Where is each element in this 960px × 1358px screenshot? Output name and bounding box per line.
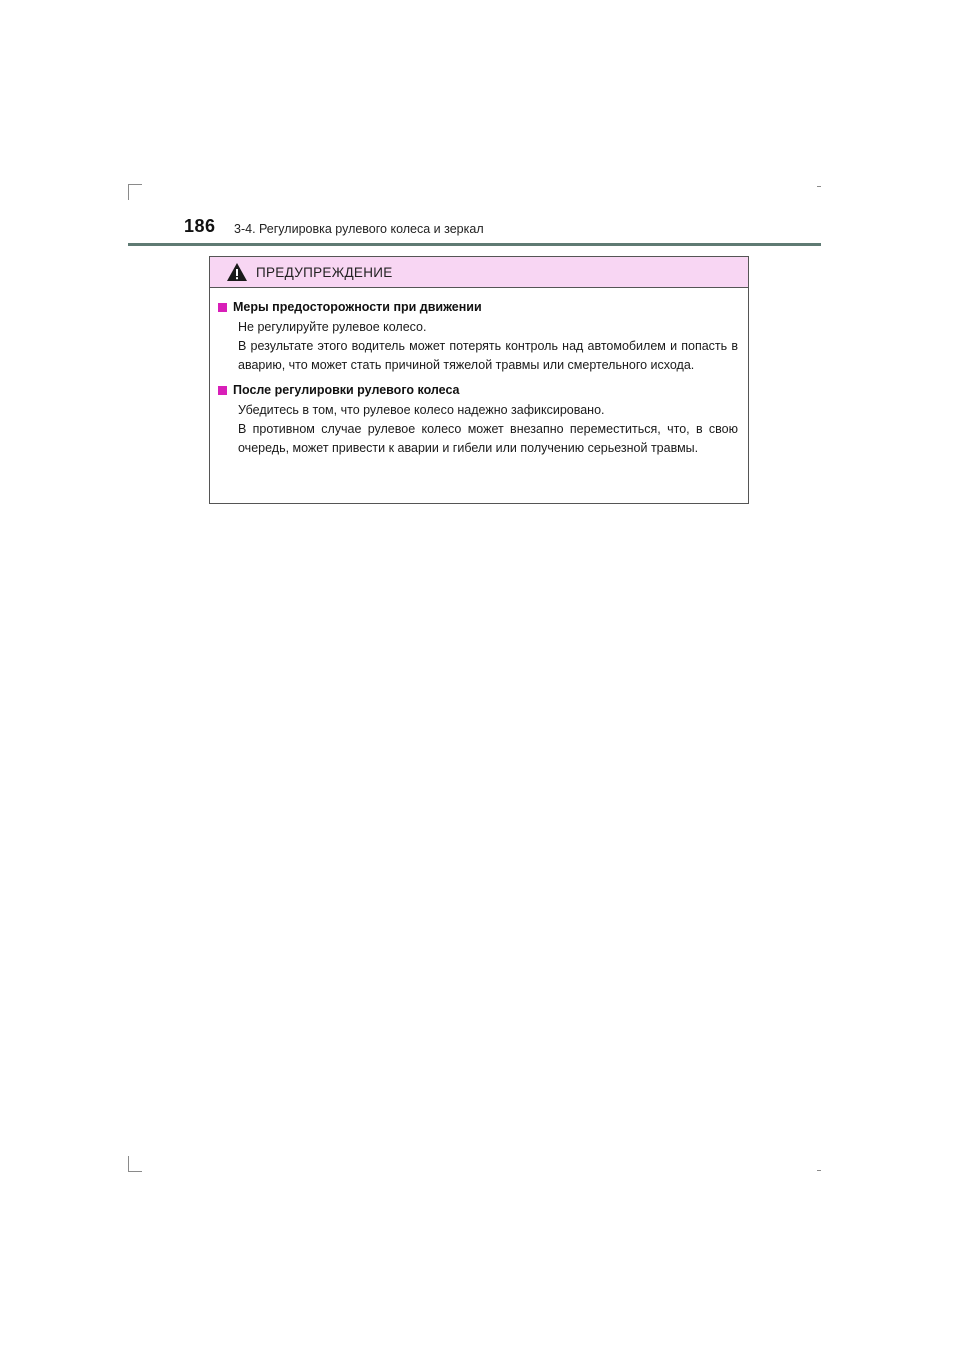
page-number: 186 [184, 216, 216, 236]
square-bullet-icon [218, 303, 227, 312]
item-heading [218, 383, 738, 397]
item-heading [218, 300, 738, 314]
section-title: 3-4. Регулировка рулевого колеса и зеркал [234, 222, 484, 236]
item-heading-text: Меры предосторожности при движении [233, 300, 482, 314]
crop-mark-bottom-left-horizontal [128, 1171, 142, 1172]
warning-item-driving-precautions [218, 300, 738, 375]
warning-body [210, 288, 748, 458]
item-paragraph: Убедитесь в том, что рулевое колесо надежно зафиксировано. [238, 403, 605, 417]
warning-triangle-icon [226, 262, 248, 282]
item-paragraph: В противном случае рулевое колесо может внезапно переместиться, что, в свою очередь, может привести к аварии и гибели или получению серьезной травмы. [238, 422, 738, 455]
warning-item-after-adjustment [218, 383, 738, 458]
crop-mark-top-left-horizontal [128, 184, 142, 185]
header-rule [128, 243, 821, 246]
item-paragraph: Не регулируйте рулевое колесо. [238, 320, 427, 334]
crop-mark-bottom-left-vertical [128, 1156, 129, 1172]
warning-title: ПРЕДУПРЕЖДЕНИЕ [256, 264, 393, 280]
item-paragraph: В результате этого водитель может потерять контроль над автомобилем и попасть в аварию, что может стать причиной тяжелой травмы или смертельного исхода. [238, 339, 738, 372]
warning-box [209, 256, 749, 504]
crop-mark-top-left-vertical [128, 184, 129, 200]
item-heading-text: После регулировки рулевого колеса [233, 383, 460, 397]
square-bullet-icon [218, 386, 227, 395]
crop-mark-top-right [817, 186, 821, 187]
warning-header [210, 257, 748, 288]
crop-mark-bottom-right [817, 1170, 821, 1171]
